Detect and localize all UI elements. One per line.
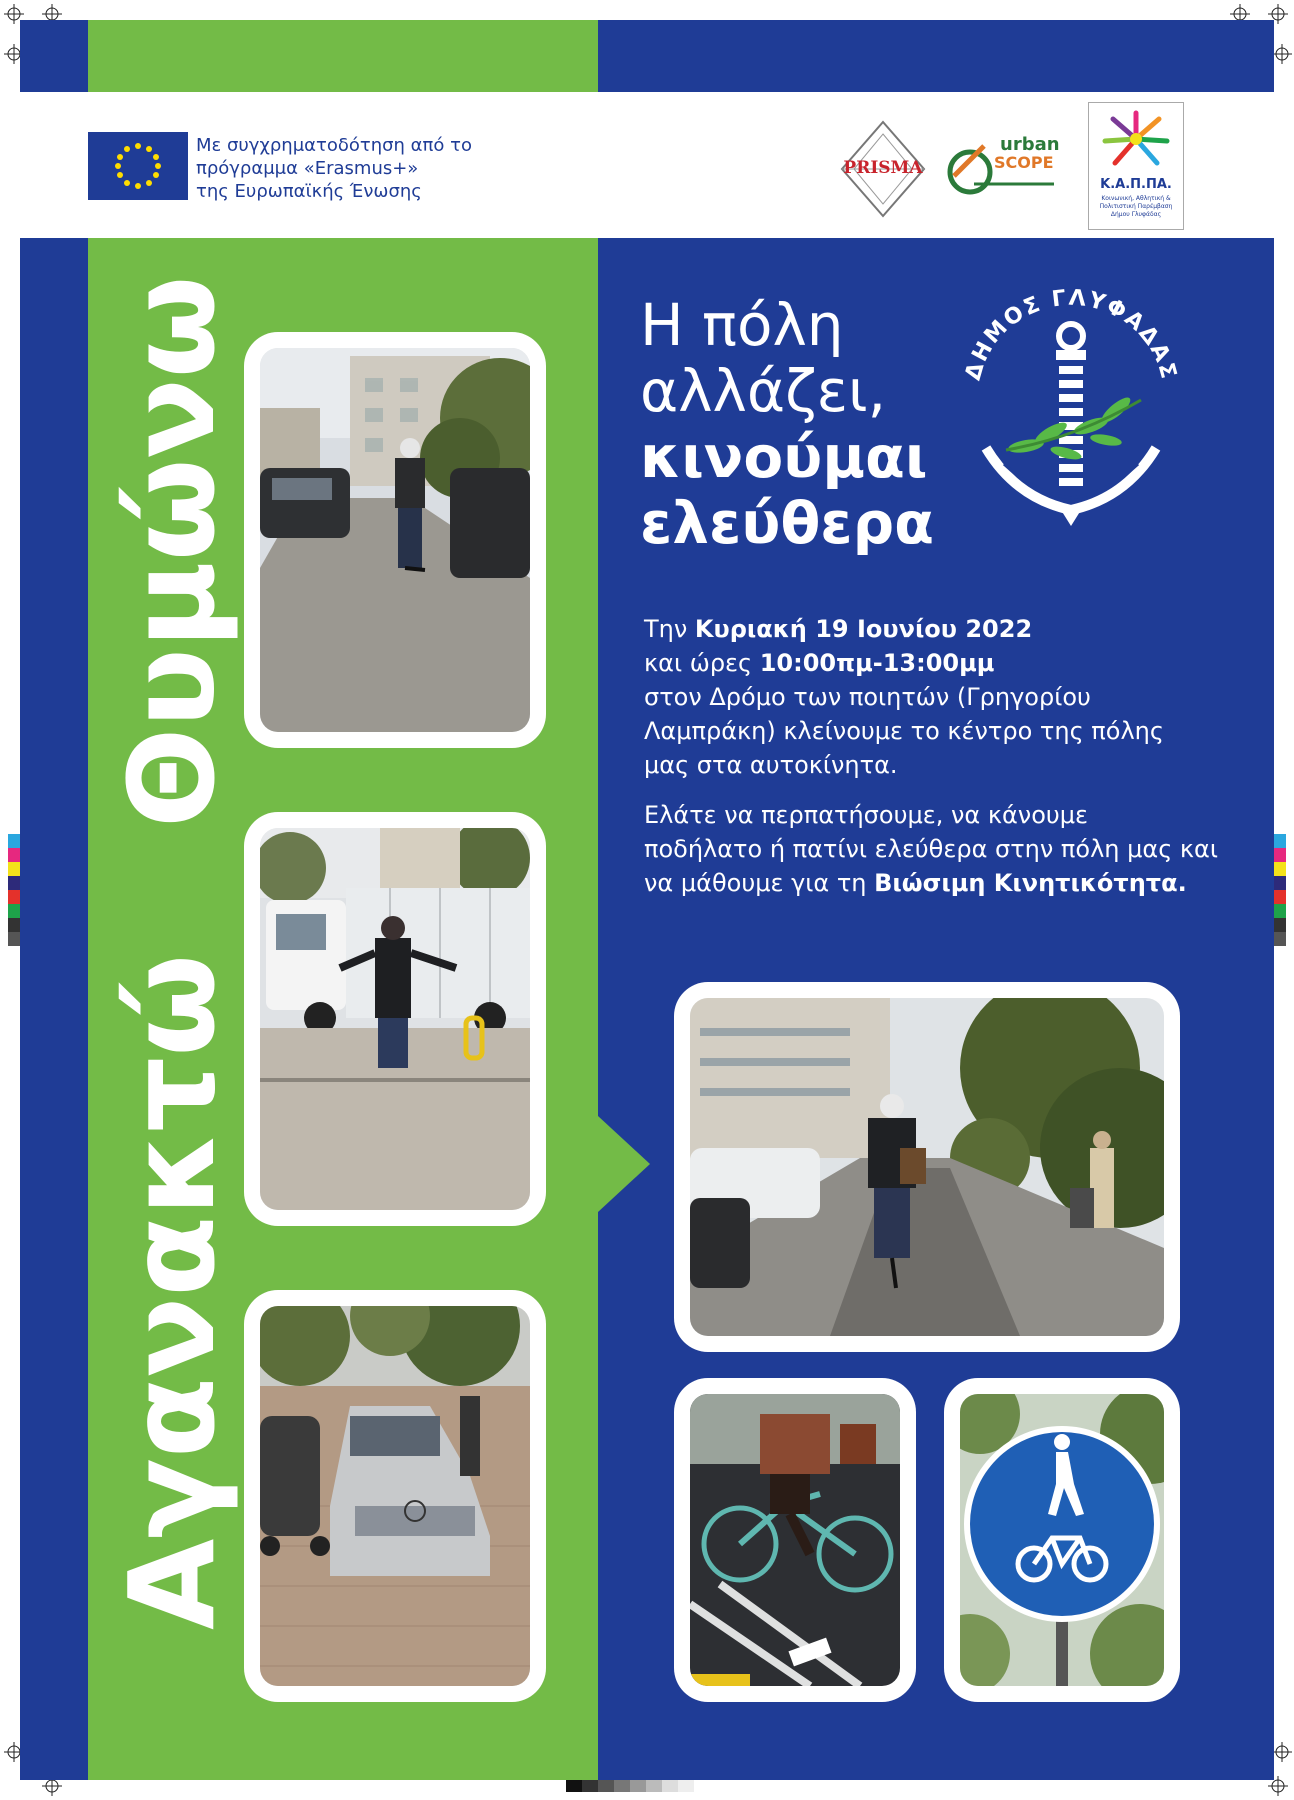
scooter-on-bike-lane-photo <box>690 998 1164 1336</box>
event-location-line1: στον Δρόμο των ποιητών (Γρηγορίου <box>644 683 1091 711</box>
top-banner-green-strip <box>88 20 598 92</box>
headline <box>640 292 934 556</box>
invite-line1: Ελάτε να περπατήσουμε, να κάνουμε <box>644 801 1088 829</box>
municipality-name: ΔΗΜΟΣ ΓΛΥΦΑΔΑΣ <box>960 288 1182 384</box>
event-details <box>644 612 1244 900</box>
kappa-sub2: Πολιτιστική Παρέμβαση <box>1099 203 1173 210</box>
prisma-logo-text: PRISMA <box>843 158 923 178</box>
kappa-sub1: Κοινωνική, Αθλητική & <box>1101 195 1171 202</box>
eu-label-line2: πρόγραμμα «Erasmus+» <box>196 158 419 179</box>
event-location-line2: Λαμπράκη) κλείνουμε το κέντρο της πόλης <box>644 717 1164 745</box>
side-title-angry: Αγανακτώ <box>103 954 241 1630</box>
cyclist-photo <box>690 1394 900 1686</box>
urban-logo-text: urban <box>1000 134 1060 155</box>
event-hours: 10:00πμ-13:00μμ <box>759 649 995 677</box>
pedestrian-bicycle-sign-photo <box>960 1394 1164 1686</box>
headline-line1: Η πόλη <box>640 291 844 359</box>
event-hours-prefix: και ώρες <box>644 649 760 677</box>
eu-cofunding-label <box>196 134 472 203</box>
invite-line3-prefix: να μάθουμε για τη <box>644 869 875 897</box>
photo-frame-1 <box>244 332 546 748</box>
truck-blocking-sidewalk-photo <box>260 828 530 1210</box>
prisma-logo <box>838 120 928 218</box>
scooter-rider-on-sidewalk-photo <box>260 348 530 732</box>
headline-line4: ελεύθερα <box>640 489 934 557</box>
registration-mark <box>1272 1742 1292 1762</box>
photo-frame-4 <box>674 982 1180 1352</box>
kappa-subtitle <box>1089 195 1183 219</box>
kappa-logo <box>1088 102 1184 230</box>
car-parked-on-sidewalk-photo <box>260 1306 530 1686</box>
event-date: Κυριακή 19 Ιουνίου 2022 <box>694 615 1033 643</box>
headline-line3: κινούμαι <box>640 423 928 491</box>
event-date-prefix: Την <box>644 615 695 643</box>
eu-label-line3: της Ευρωπαϊκής Ένωσης <box>196 181 422 202</box>
photo-frame-6 <box>944 1378 1180 1702</box>
paragraph-spacer <box>644 782 1244 798</box>
photo-frame-3 <box>244 1290 546 1702</box>
event-date-line <box>644 612 1244 646</box>
sustainable-mobility: Βιώσιμη Κινητικότητα. <box>874 869 1187 897</box>
photo-frame-2 <box>244 812 546 1226</box>
event-hours-line <box>644 646 1244 680</box>
kappa-sub3: Δήμου Γλυφάδας <box>1110 211 1162 218</box>
registration-mark <box>1272 44 1292 64</box>
urban-scope-logo <box>944 134 1060 198</box>
event-location-line3: μας στα αυτοκίνητα. <box>644 751 898 779</box>
grayscale-bar <box>566 1778 694 1792</box>
photo-frame-5 <box>674 1378 916 1702</box>
eu-flag-icon <box>88 132 188 200</box>
color-bar-right <box>1272 834 1286 946</box>
invite-line2: ποδήλατο ή πατίνι ελεύθερα στην πόλη μας και <box>644 835 1218 863</box>
municipality-logo <box>956 288 1186 548</box>
kappa-title: Κ.Α.Π.ΠΑ. <box>1100 177 1172 192</box>
green-arrow-pointer <box>598 1116 650 1212</box>
headline-line2: αλλάζει, <box>640 357 887 425</box>
side-title-mad: Θυμώνω <box>103 275 241 828</box>
scope-logo-text: SCOPE <box>994 153 1054 172</box>
eu-label-line1: Με συγχρηματοδότηση από το <box>196 135 472 156</box>
invite-line3 <box>644 866 1244 900</box>
